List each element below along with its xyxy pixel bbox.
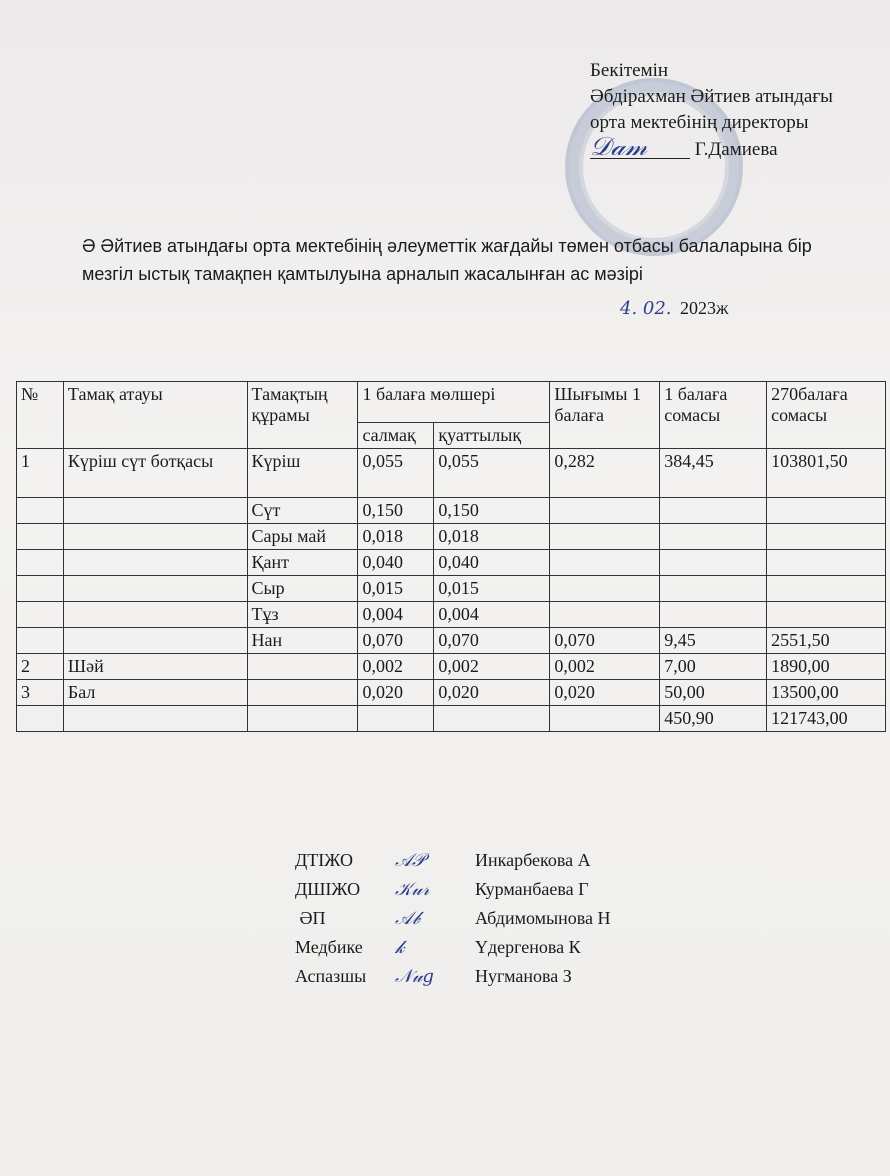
cell-ingredient: Сыр (247, 576, 358, 602)
table-row (17, 628, 886, 654)
approval-line-2: Әбдірахман Әйтиев атындағы (590, 86, 833, 107)
cell-output (550, 706, 660, 732)
cell-weight: 0,002 (358, 654, 434, 680)
table-header-row (17, 382, 886, 423)
cell-name (63, 602, 247, 628)
commission-name: Үдергенова К (475, 937, 581, 957)
cell-name (63, 706, 247, 732)
cell-ingredient: Сүт (247, 498, 358, 524)
cell-ingredient: Нан (247, 628, 358, 654)
cell-energy (434, 706, 550, 732)
header-cost-270: 270балаға сомасы (767, 382, 886, 449)
commission-row (295, 875, 611, 904)
header-composition: Тамақтың құрамы (247, 382, 358, 449)
approval-signature-line (590, 132, 833, 163)
cell-output: 0,002 (550, 654, 660, 680)
cell-name: Шәй (63, 654, 247, 680)
header-energy: қуаттылық (434, 423, 550, 449)
director-signature: 𝒟𝒶𝓂 (590, 136, 690, 159)
cell-energy: 0,040 (434, 550, 550, 576)
cell-name (63, 576, 247, 602)
cell-cost-270 (767, 498, 886, 524)
document-date (620, 298, 728, 319)
cell-cost-270 (767, 524, 886, 550)
cell-cost-one: 450,90 (660, 706, 767, 732)
cell-energy: 0,004 (434, 602, 550, 628)
cell-weight: 0,055 (358, 449, 434, 498)
director-name: Г.Дамиева (694, 139, 778, 160)
cell-ingredient: Қант (247, 550, 358, 576)
cell-num (17, 628, 64, 654)
commission-signature: 𝒩𝓊𝑔 (395, 966, 434, 987)
commission-role: ӘП (295, 908, 326, 928)
cell-weight: 0,004 (358, 602, 434, 628)
cell-cost-270 (767, 550, 886, 576)
approval-block (590, 58, 833, 163)
cell-ingredient: Күріш (247, 449, 358, 498)
header-output: Шығымы 1 балаға (550, 382, 660, 449)
cell-weight (358, 706, 434, 732)
cell-num (17, 524, 64, 550)
cell-weight: 0,070 (358, 628, 434, 654)
cell-output (550, 498, 660, 524)
cell-energy: 0,150 (434, 498, 550, 524)
table-row (17, 654, 886, 680)
table-row (17, 449, 886, 498)
cell-cost-one: 50,00 (660, 680, 767, 706)
cell-cost-one: 9,45 (660, 628, 767, 654)
table-row (17, 680, 886, 706)
cell-weight: 0,018 (358, 524, 434, 550)
cell-cost-one (660, 602, 767, 628)
commission-role: ДТІЖО (295, 850, 353, 870)
commission-name: Абдимомынова Н (475, 908, 611, 928)
table-row (17, 602, 886, 628)
cell-ingredient (247, 680, 358, 706)
commission-signature: 𝓀 (395, 937, 405, 958)
cell-cost-one (660, 498, 767, 524)
cell-cost-270: 13500,00 (767, 680, 886, 706)
table-row (17, 576, 886, 602)
cell-name (63, 524, 247, 550)
cell-energy: 0,070 (434, 628, 550, 654)
cell-cost-one: 7,00 (660, 654, 767, 680)
cell-cost-270 (767, 576, 886, 602)
header-weight: салмақ (358, 423, 434, 449)
header-per-child: 1 балаға мөлшері (358, 382, 550, 423)
date-year: 2023ж (680, 298, 729, 318)
cell-energy: 0,015 (434, 576, 550, 602)
cell-name: Бал (63, 680, 247, 706)
cell-ingredient: Сары май (247, 524, 358, 550)
cell-name (63, 550, 247, 576)
cell-cost-270 (767, 602, 886, 628)
commission-name: Инкарбекова А (475, 850, 591, 870)
cell-energy: 0,020 (434, 680, 550, 706)
menu-table (16, 381, 886, 732)
cell-num (17, 550, 64, 576)
approval-line-1: Бекітемін (590, 60, 669, 81)
cell-num (17, 602, 64, 628)
commission-name: Нугманова З (475, 966, 572, 986)
cell-output (550, 550, 660, 576)
cell-cost-one (660, 524, 767, 550)
cell-cost-one (660, 576, 767, 602)
cell-name (63, 628, 247, 654)
cell-output (550, 524, 660, 550)
cell-name: Күріш сүт ботқасы (63, 449, 247, 498)
commission-role: Аспазшы (295, 966, 367, 986)
commission-row (295, 904, 611, 933)
cell-output: 0,282 (550, 449, 660, 498)
cell-energy: 0,055 (434, 449, 550, 498)
cell-output: 0,020 (550, 680, 660, 706)
cell-weight: 0,040 (358, 550, 434, 576)
cell-output (550, 602, 660, 628)
cell-num (17, 576, 64, 602)
commission-role: Медбике (295, 937, 363, 957)
commission-row (295, 846, 611, 875)
cell-num: 3 (17, 680, 64, 706)
cell-num (17, 706, 64, 732)
table-row (17, 498, 886, 524)
commission-name: Курманбаева Г (475, 879, 589, 899)
cell-cost-one (660, 550, 767, 576)
cell-num (17, 498, 64, 524)
header-name: Тамақ атауы (63, 382, 247, 449)
cell-name (63, 498, 247, 524)
commission-row (295, 962, 611, 991)
cell-num: 1 (17, 449, 64, 498)
cell-weight: 0,020 (358, 680, 434, 706)
table-row (17, 550, 886, 576)
cell-cost-270: 121743,00 (767, 706, 886, 732)
cell-energy: 0,018 (434, 524, 550, 550)
header-cost-one: 1 балаға сомасы (660, 382, 767, 449)
date-handwritten: 4. 02. (620, 298, 672, 319)
commission-signature: 𝒜𝒫 (395, 850, 426, 871)
approval-line-3: орта мектебінің директоры (590, 112, 809, 133)
cell-cost-one: 384,45 (660, 449, 767, 498)
cell-weight: 0,015 (358, 576, 434, 602)
commission-role: ДШІЖО (295, 879, 361, 899)
commission-signature: 𝒦𝓊𝓇 (395, 879, 430, 900)
cell-num: 2 (17, 654, 64, 680)
cell-ingredient: Тұз (247, 602, 358, 628)
table-row (17, 706, 886, 732)
cell-ingredient (247, 654, 358, 680)
document-title: Ә Әйтиев атындағы орта мектебінің әлеуметтік жағдайы төмен отбасы балаларына бір мезгіл ыстық тамақпен қамтылуына арналып жасалынған ас мәзірі (82, 236, 812, 284)
cell-cost-270: 103801,50 (767, 449, 886, 498)
commission-signature: 𝒜𝒷 (395, 908, 420, 929)
commission-block (295, 846, 611, 991)
header-num: № (17, 382, 64, 449)
cell-weight: 0,150 (358, 498, 434, 524)
cell-ingredient (247, 706, 358, 732)
cell-output (550, 576, 660, 602)
cell-output: 0,070 (550, 628, 660, 654)
cell-energy: 0,002 (434, 654, 550, 680)
commission-row (295, 933, 611, 962)
cell-cost-270: 1890,00 (767, 654, 886, 680)
cell-cost-270: 2551,50 (767, 628, 886, 654)
table-row (17, 524, 886, 550)
